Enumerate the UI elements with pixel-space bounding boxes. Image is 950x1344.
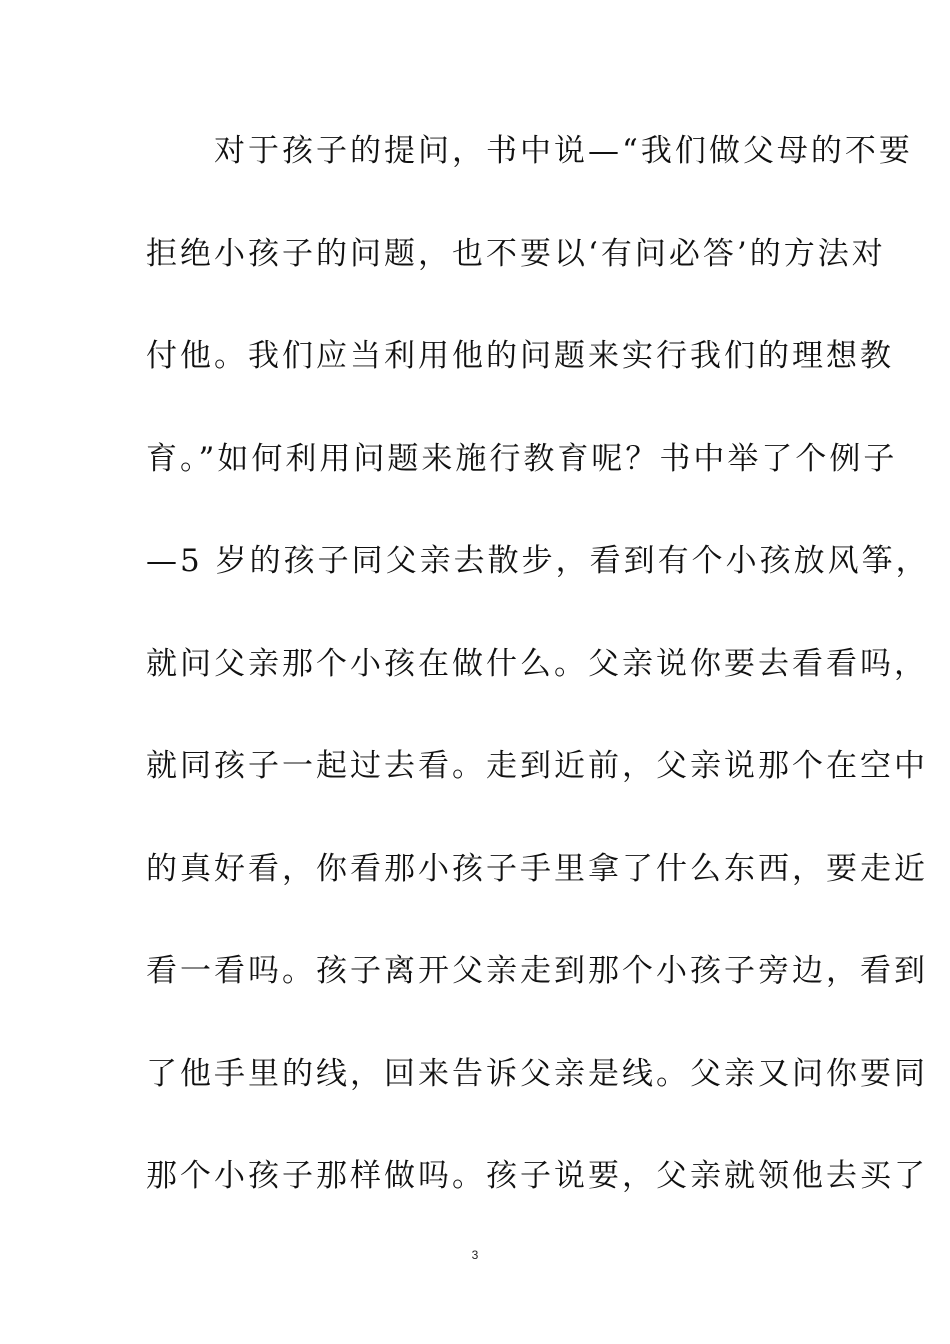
text-line: 了他手里的线，回来告诉父亲是线。父亲又问你要同 (146, 1055, 928, 1092)
text-line: 育。”如何利用问题来施行教育呢？书中举了个例子 (146, 440, 898, 477)
body-text (146, 126, 930, 1254)
text-line: 的真好看，你看那小孩子手里拿了什么东西，要走近 (146, 850, 928, 887)
text-line: 拒绝小孩子的问题，也不要以‘有问必答’的方法对 (146, 235, 886, 272)
text-line: 付他。我们应当利用他的问题来实行我们的理想教 (146, 338, 894, 374)
text-line: 就同孩子一起过去看。走到近前，父亲说那个在空中 (146, 748, 928, 784)
text-line: 就问父亲那个小孩在做什么。父亲说你要去看看吗， (146, 645, 928, 682)
text-line: 看一看吗。孩子离开父亲走到那个小孩子旁边，看到 (146, 953, 928, 989)
page-number: 3 (471, 1248, 479, 1262)
text-line: —5 岁的孩子同父亲去散步，看到有个小孩放风筝， (146, 543, 930, 579)
text-line: 对于孩子的提问，书中说—“我们做父母的不要 (146, 133, 913, 169)
text-line: 那个小孩子那样做吗。孩子说要，父亲就领他去买了 (146, 1158, 928, 1194)
